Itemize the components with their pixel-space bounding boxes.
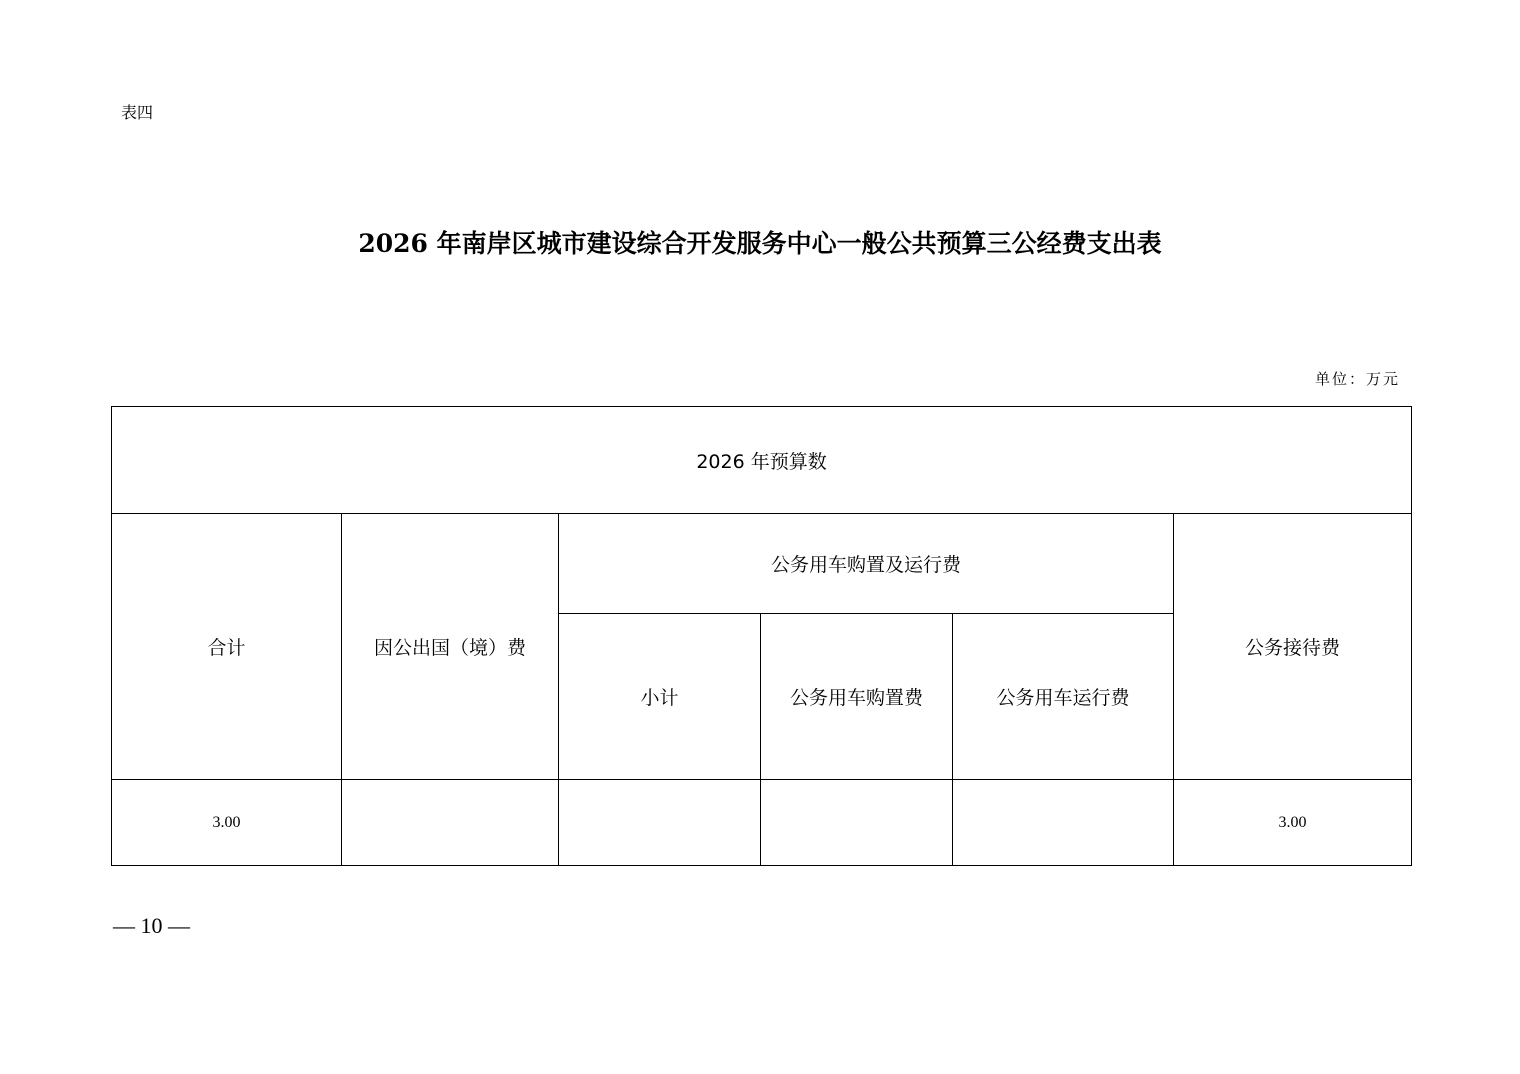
table-label: 表四 xyxy=(121,103,154,122)
header-vehicle-operation: 公务用车运行费 xyxy=(953,614,1174,780)
cell-vehicle-purchase xyxy=(761,780,953,866)
header-budget-year: 2026 年预算数 xyxy=(112,407,1412,514)
page-number: — 10 — xyxy=(113,913,190,938)
header-reception: 公务接待费 xyxy=(1174,514,1412,780)
cell-vehicle-operation xyxy=(953,780,1174,866)
unit-label: 单位：万元 xyxy=(1314,370,1400,388)
cell-total: 3.00 xyxy=(112,780,342,866)
header-overseas: 因公出国（境）费 xyxy=(342,514,559,780)
table-row xyxy=(112,780,1412,866)
table-header-row-top xyxy=(112,407,1412,514)
cell-vehicle-subtotal xyxy=(559,780,761,866)
cell-overseas xyxy=(342,780,559,866)
header-vehicle-subtotal: 小计 xyxy=(559,614,761,780)
page-title: 2026 年南岸区城市建设综合开发服务中心一般公共预算三公经费支出表 xyxy=(358,229,1162,258)
table-header-row-mid xyxy=(112,514,1412,614)
header-total: 合计 xyxy=(112,514,342,780)
header-vehicle-group: 公务用车购置及运行费 xyxy=(559,514,1174,614)
budget-table xyxy=(111,406,1412,866)
cell-reception: 3.00 xyxy=(1174,780,1412,866)
header-vehicle-purchase: 公务用车购置费 xyxy=(761,614,953,780)
